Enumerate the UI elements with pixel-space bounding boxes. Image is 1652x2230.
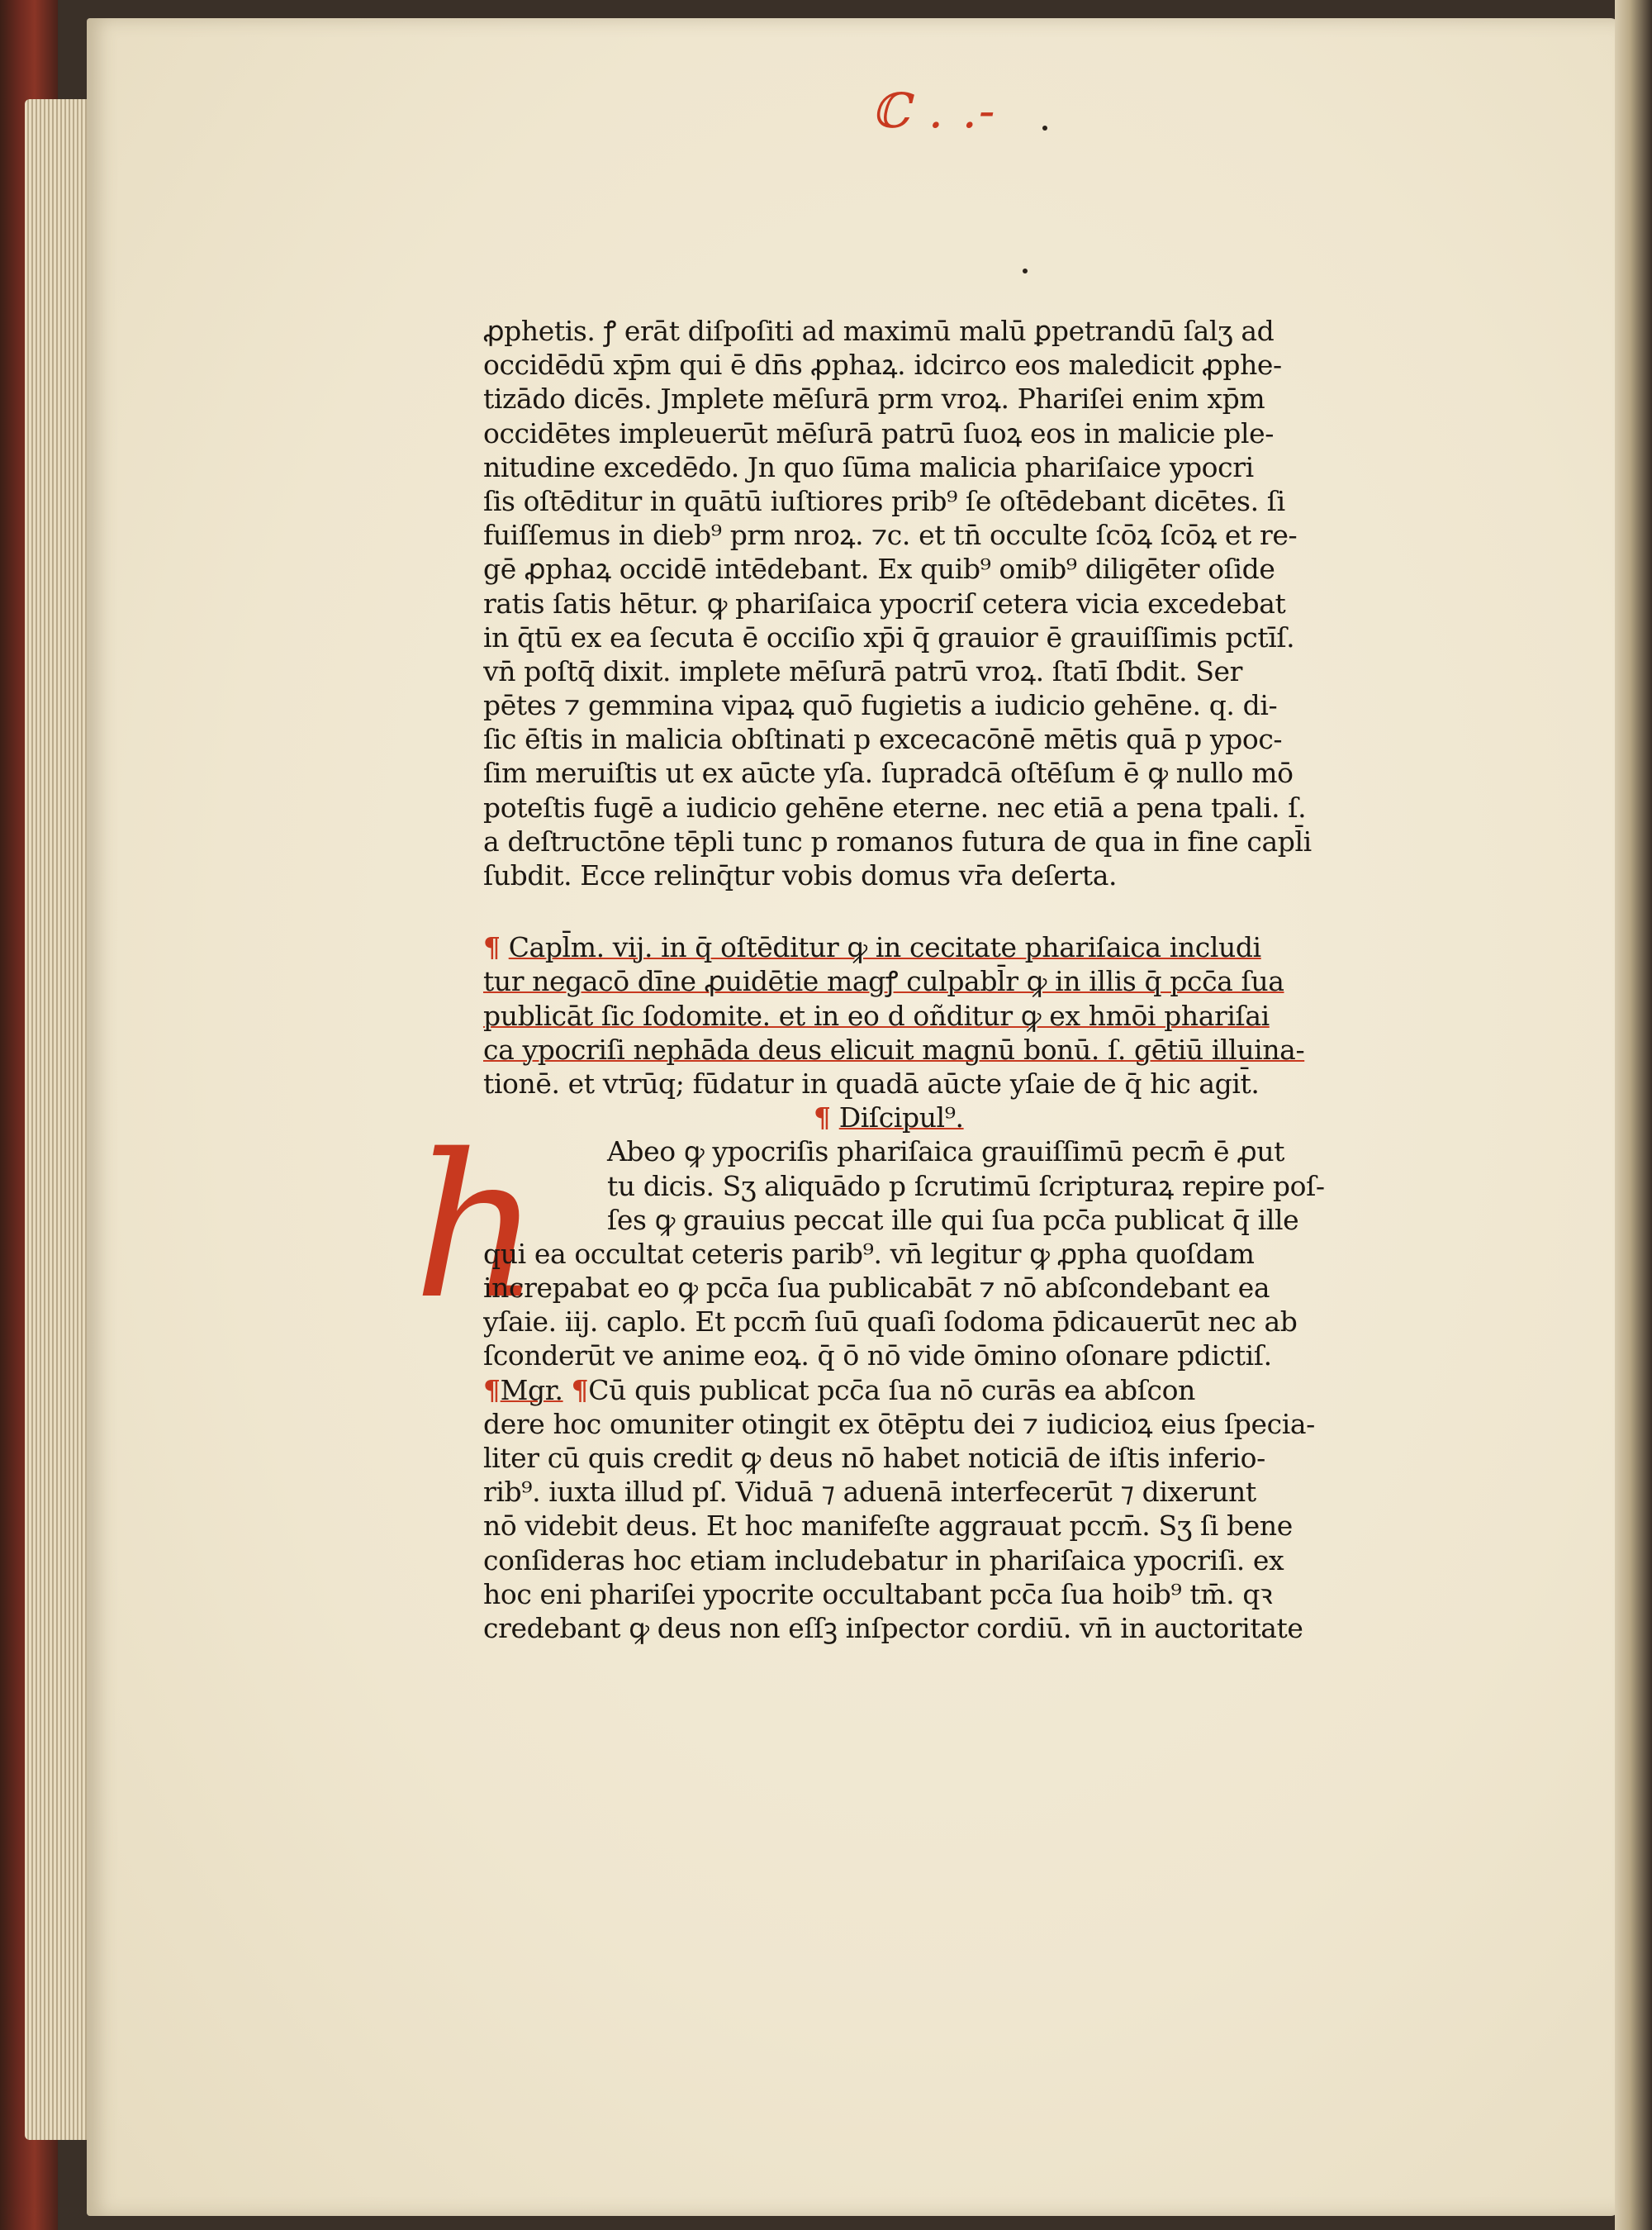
chapter-heading-line [483, 930, 1334, 964]
text-line: nō videbit deus. Et hoc manifeſte aggrauat pccm̄. Sʒ ſi bene [483, 1510, 1293, 1543]
text-line: credebant ꝙ deus non eſſꝫ inſpector cordiū. vn̄ in auctoritate [483, 1611, 1303, 1644]
text-line: ſes ꝙ grauius peccat ille qui ſua pcc̄a publicat q̄ ille [607, 1203, 1299, 1236]
magister-line [483, 1373, 1334, 1407]
paragraph-2 [483, 1134, 1334, 1372]
text-line: tizādo dicēs. Jmplete mēſurā prm vroꝝ. Phariſei enim xp̄m [483, 383, 1265, 416]
text-line: increpabat eo ꝙ pcc̄a ſua publicabāt ⁊ nō abſcondebant ea [483, 1272, 1270, 1305]
text-line: hoc eni phariſei ypocrite occultabant pcc̄a ſua hoib⁹ tm̄. qꝛ [483, 1577, 1273, 1610]
text-line: in q̄tū ex ea ſecuta ē occiſio xp̄i q̄ grauior ē grauiſſimis pctīſ. [483, 621, 1295, 654]
text-line: poteſtis fugē a iudicio gehēne eterne. nec etiā a pena tpali. ſ. [483, 791, 1307, 824]
text-line: ſic ēſtis in malicia obſtinati p excecacōnē mētis quā p ypoc- [483, 723, 1283, 756]
text-line: yſaie. iij. caplo. Et pccm̄ ſuū quaſi ſodoma p̄dicauerūt nec ab [483, 1305, 1298, 1338]
text-line: ſubdit. Ecce relinq̄tur vobis domus vr̄a deſerta. [483, 859, 1118, 892]
chapter-heading-line: ca ypocriſi nephāda deus elicuit magnū bonū. ſ. gētiū illuina- [483, 1033, 1305, 1066]
ink-dot [1042, 126, 1047, 131]
text-line: ſis oſtēditur in quātū iuſtiores prib⁹ ſe oſtēdebant dicētes. ſi [483, 484, 1285, 517]
facing-page-edge [1615, 0, 1652, 2230]
chapter-label: Capl̄m. vij. in q̄ oſtēditur ꝙ in cecitate phariſaica includi [508, 931, 1261, 964]
text-line: ſconderūt ve anime eoꝝ. q̄ ō nō vide ōmino oſonare pdictiſ. [483, 1339, 1272, 1372]
speaker-label: Diſcipul⁹. [838, 1101, 964, 1134]
text-line: dere hoc omuniter otingit ex ōtēptu dei ⁊ iudicioꝝ eius ſpecia- [483, 1407, 1315, 1440]
text-line: ſim meruiſtis ut ex aūcte yſa. ſupradcā oſtēſum ē ꝙ nullo mō [483, 757, 1294, 790]
ink-dot [1023, 269, 1028, 273]
pilcrow-mark: ¶ [571, 1373, 589, 1406]
text-line: nitudine excedēdo. Jn quo ſūma malicia phariſaice ypocri [483, 450, 1254, 483]
text-line: conſideras hoc etiam includebatur in phariſaica ypocriſi. ex [483, 1543, 1284, 1576]
text-line: fuiſſemus in dieb⁹ prm nroꝝ. ⁊c. et tn̄ occulte ſcōꝝ ſcōꝝ et re- [483, 519, 1298, 552]
text-line: pētes ⁊ gemmina vipaꝝ quō fugietis a iudicio gehēne. q. di- [483, 689, 1278, 722]
folio-mark: ℂ . .- [871, 83, 997, 139]
text-block [483, 314, 1334, 1645]
paragraph-1 [483, 314, 1334, 892]
pilcrow-mark: ¶ [483, 1373, 501, 1406]
text-line: rib⁹. iuxta illud pſ. Viduā ⁊ aduenā interfecerūt ⁊ dixerunt [483, 1476, 1256, 1509]
pilcrow-mark: ¶ [483, 931, 501, 964]
text-line: gē ꝓphaꝝ occidē intēdebant. Ex quib⁹ omib⁹ diligēter oſide [483, 553, 1275, 586]
speaker-heading-discipulus [483, 1101, 1334, 1134]
text-line: vn̄ poſtq̄ dixit. implete mēſurā patrū vroꝝ. ſtatī ſbdit. Ser [483, 654, 1243, 687]
initial-letter: h [413, 1111, 541, 1343]
paragraph-3 [483, 1407, 1334, 1645]
text-line: ratis ſatis hētur. ꝙ phariſaica ypocriſ cetera vicia excedebat [483, 587, 1286, 620]
text-line: Abeo ꝙ ypocriſis phariſaica grauiſſimū pecm̄ ē ꝓut [607, 1135, 1285, 1168]
speaker-label: Mgr. [500, 1373, 563, 1406]
text-line: tu dicis. Sʒ aliquādo p ſcrutimū ſcripturaꝝ repire poſ- [607, 1169, 1325, 1202]
text-line: liter cū quis credit ꝙ deus nō habet noticiā de iſtis inferio- [483, 1442, 1265, 1474]
chapter-heading [483, 930, 1334, 1101]
chapter-heading-line: tur negacō dīne ꝓuidētie magꝭ culpabl̄r ꝙ in illis q̄ pcc̄a ſua [483, 965, 1284, 998]
chapter-heading-line: publicāt ſic ſodomite. et in eo d oñditur ꝙ ex hmōi phariſai [483, 999, 1270, 1032]
pilcrow-mark: ¶ [814, 1101, 831, 1134]
text-line: ꝓphetis. ꝭ erāt diſpoſiti ad maximū malū ꝑpetrandū ſalʒ ad [483, 315, 1275, 347]
text-line: occidēdū xp̄m qui ē dn̄s ꝓphaꝝ. idcirco eos maledicit ꝓphe- [483, 349, 1282, 382]
text-segment: Cū quis publicat pcc̄a ſua nō curās ea abſcon [588, 1373, 1195, 1406]
text-line: qui ea occultat ceteris parib⁹. vn̄ legitur ꝙ ꝓpha quoſdam [483, 1237, 1255, 1270]
text-line: a deſtructōne tēpli tunc p romanos futura de qua in fine capl̄i [483, 825, 1312, 858]
text-line: occidētes impleuerūt mēſurā patrū ſuoꝝ eos in malicie ple- [483, 416, 1274, 449]
chapter-heading-line: tionē. et vtrūq; fūdatur in quadā aūcte yſaie de q̄ hic agit̄. [483, 1067, 1260, 1100]
